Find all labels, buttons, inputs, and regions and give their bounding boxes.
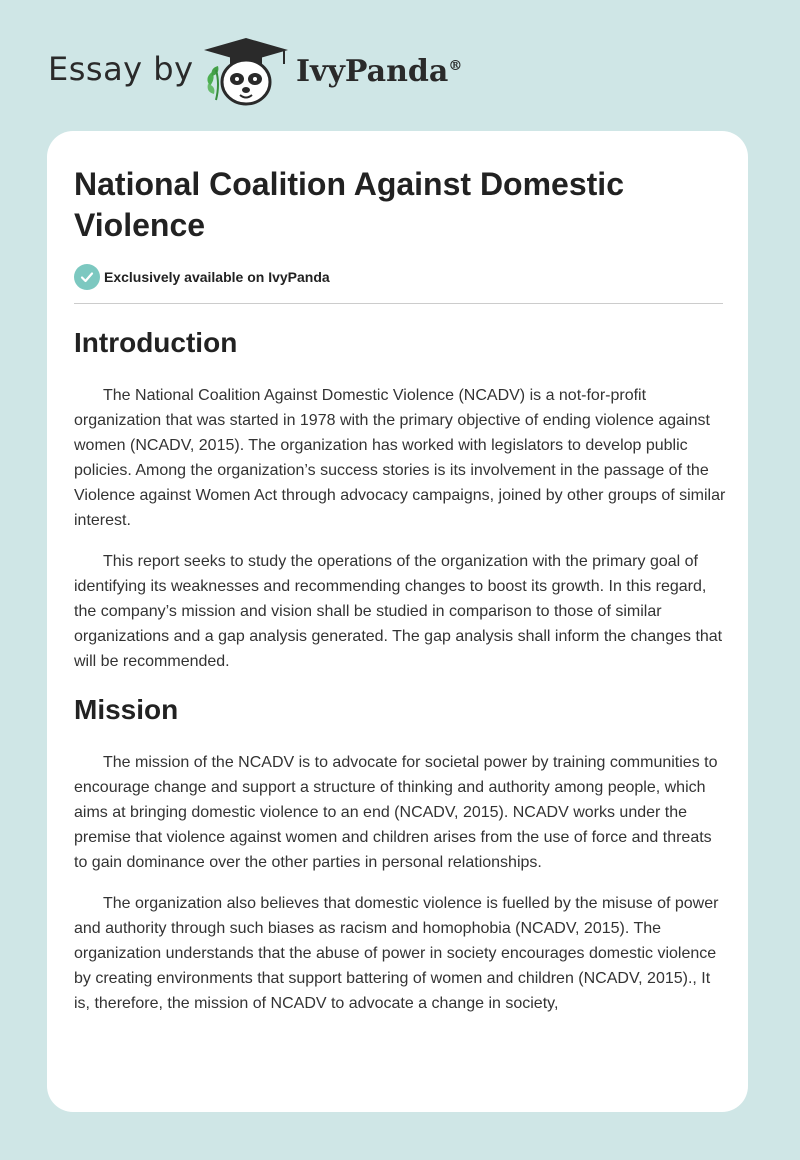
section-heading-mission: Mission [74, 694, 179, 725]
brand-name[interactable] [296, 54, 462, 89]
paragraph: The mission of the NCADV is to advocate for societal power by training communities to encourage change and support a structure of thinking and authority among people, which aims at bringing domestic violence to an end (NCADV, 2015). NCADV works under the premise that violence against women and children arises from the use of force and threats to gain dominance over the other parties in personal relationships. [74, 754, 718, 871]
divider [74, 303, 723, 304]
paragraph: This report seeks to study the operations of the organization with the primary goal of identifying its weaknesses and recommending changes to boost its growth. In this regard, the company’s mission and vision shall be studied in comparison to those of similar organizations and a gap analysis generated. The gap analysis shall inform the changes that will be recommended. [74, 553, 723, 670]
article-body [74, 323, 726, 1016]
panda-logo-icon[interactable] [200, 34, 292, 108]
essay-card [47, 131, 748, 1112]
brand-text: IvyPanda [296, 54, 449, 89]
badge-label: Exclusively available on IvyPanda [104, 269, 330, 285]
essay-by-label: Essay by [48, 50, 194, 88]
paragraph: The National Coalition Against Domestic Violence (NCADV) is a not-for-profit organization that was started in 1978 with the primary objective of ending violence against women (NCADV, 2015). The organization has worked with legislators to develop public policies. Among the organization’s success stories is its involvement in the passage of the Violence against Women Act through advocacy campaigns, joined by other groups of similar interest. [74, 387, 726, 529]
page-title: National Coalition Against Domestic Violence [74, 166, 624, 243]
checkmark-icon [74, 264, 100, 290]
paragraph: The organization also believes that domestic violence is fuelled by the misuse of power and authority through such biases as racism and homophobia (NCADV, 2015). The organization understands that the abuse of power in society encourages domestic violence by creating environments that support battering of women and children (NCADV, 2015)., It is, therefore, the mission of NCADV to advocate a change in society, [74, 895, 719, 1012]
site-header [0, 0, 800, 130]
exclusive-badge [74, 264, 330, 290]
section-heading-introduction: Introduction [74, 327, 238, 358]
registered-mark: ® [448, 58, 463, 74]
